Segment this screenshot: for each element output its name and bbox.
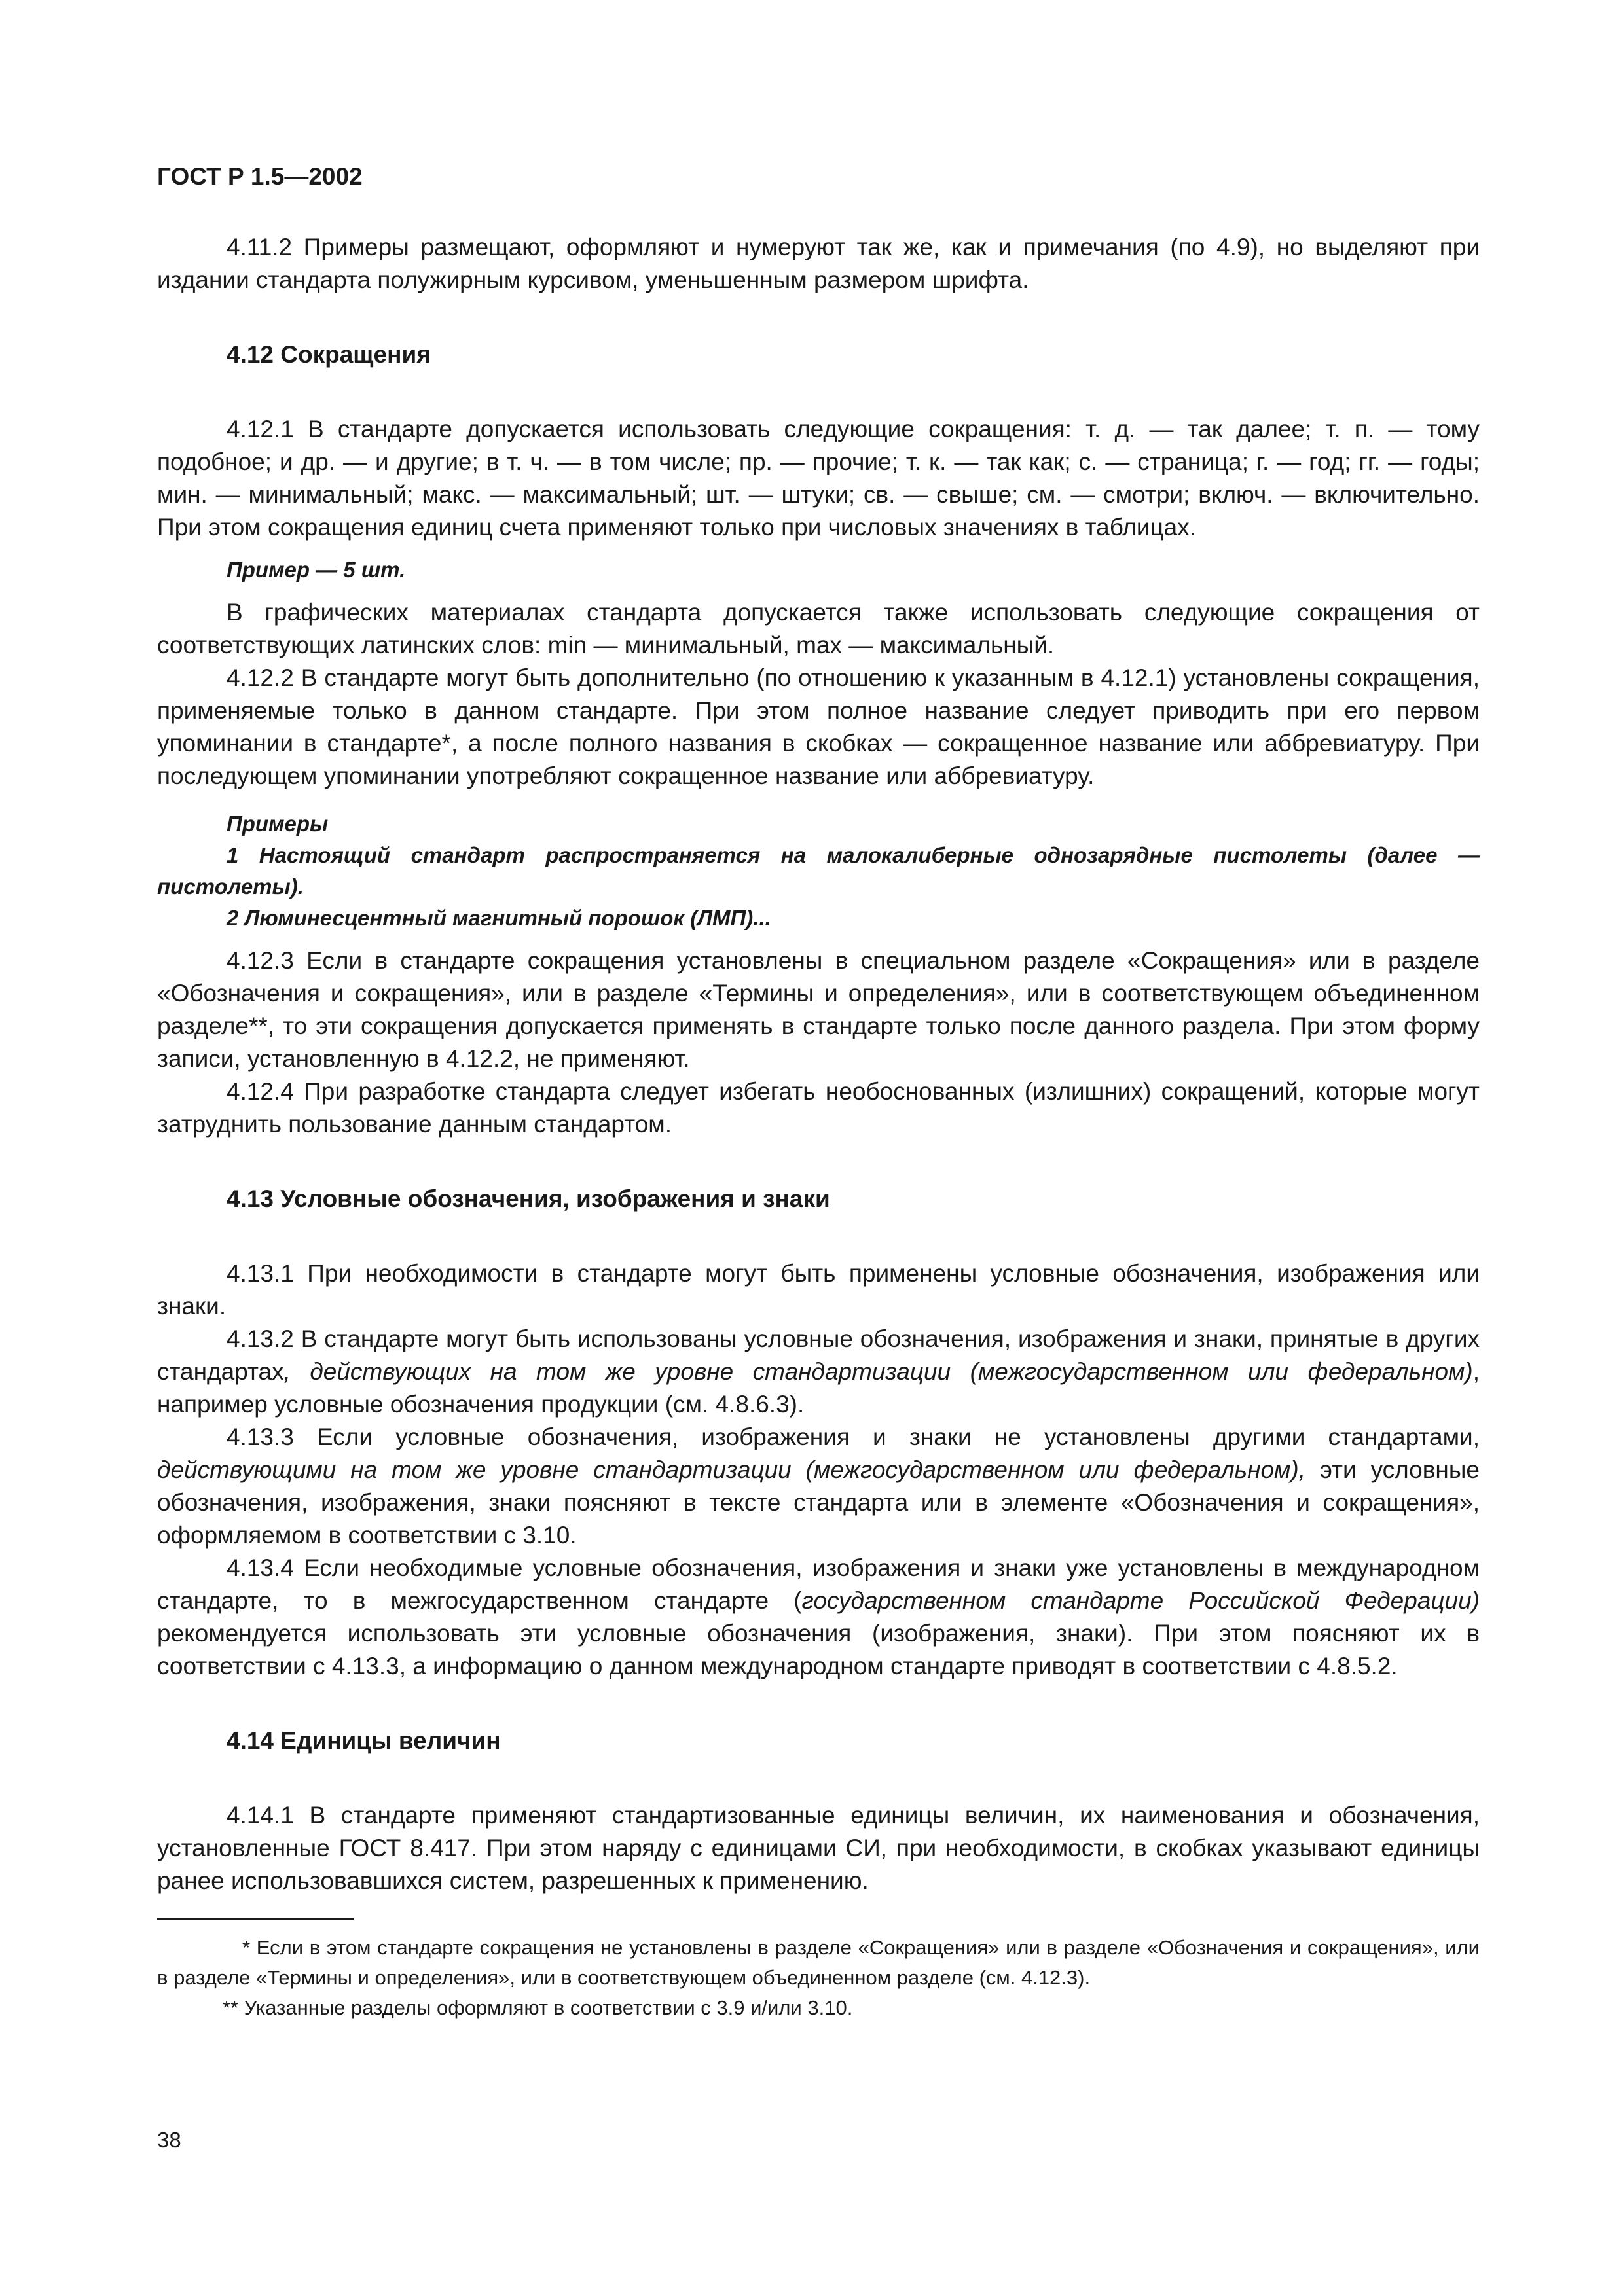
paragraph-4-13-3-italic: действующими на том же уровне стандартизации (межгосударственном или федеральном), xyxy=(157,1456,1306,1483)
paragraph-4-13-2-text-b: , например условные обозначения продукции (см. 4.8.6.3). xyxy=(157,1358,1480,1418)
paragraph-4-13-3-text-b: эти условные обозначения, изображения, знаки поясняют в тексте стандарта или в элементе «Обозначения и сокращения», оформляемом в соответствии с 3.10. xyxy=(157,1456,1480,1549)
section-heading-4-13: 4.13 Условные обозначения, изображения и знаки xyxy=(227,1185,830,1212)
paragraph-4-13-2-text-a: 4.13.2 В стандарте могут быть использованы условные обозначения, изображения и знаки, принятые в других стандартах xyxy=(157,1325,1480,1385)
example-2: 2 Люминесцентный магнитный порошок (ЛМП)... xyxy=(227,906,771,930)
example-5-sht: Пример — 5 шт. xyxy=(227,558,406,582)
paragraph-4-12-1: 4.12.1 В стандарте допускается использовать следующие сокращения: т. д. — так далее; т. п. — тому подобное; и др. — и другие; в т. ч. — в том числе; пр. — прочие; т. к. — так как; с. — страница; г. — год; гг. — годы; мин. — минимальный; макс. — максимальный; шт. — штуки; св. — свыше; см. — смотри; включ. — включительно. При этом сокращения единиц счета применяют только при числовых значениях в таблицах. xyxy=(157,416,1480,541)
section-heading-4-14: 4.14 Единицы величин xyxy=(227,1727,501,1754)
paragraph-4-13-2-italic: , действующих на том же уровне стандартизации (межгосударственном или федеральном) xyxy=(283,1358,1473,1385)
paragraph-4-13-3-text-a: 4.13.3 Если условные обозначения, изображения и знаки не установлены другими стандартами, xyxy=(227,1424,1480,1450)
footnote-divider xyxy=(157,1918,354,1920)
paragraph-graphic-abbreviations: В графических материалах стандарта допускается также использовать следующие сокращения от соответствующих латинских слов: min — минимальный, max — максимальный. xyxy=(157,599,1480,658)
paragraph-4-14-1: 4.14.1 В стандарте применяют стандартизованные единицы величин, их наименования и обозначения, установленные ГОСТ 8.417. При этом наряду с единицами СИ, при необходимости, в скобках указывают единицы ранее использовавшихся систем, разрешенных к применению. xyxy=(157,1802,1480,1894)
paragraph-4-13-1: 4.13.1 При необходимости в стандарте могут быть применены условные обозначения, изображения или знаки. xyxy=(157,1260,1480,1319)
page-number: 38 xyxy=(157,2128,181,2152)
paragraph-4-11-2: 4.11.2 Примеры размещают, оформляют и нумеруют так же, как и примечания (по 4.9), но выделяют при издании стандарта полужирным курсивом, уменьшенным размером шрифта. xyxy=(157,234,1480,293)
paragraph-4-13-4-text-a: 4.13.4 Если необходимые условные обозначения, изображения и знаки уже установлены в международном стандарте, то в межгосударственном стандарте ( xyxy=(157,1554,1480,1614)
section-heading-4-12: 4.12 Сокращения xyxy=(227,341,431,368)
paragraph-4-13-4 xyxy=(157,1552,1480,1683)
paragraph-4-13-2 xyxy=(157,1323,1480,1421)
document-code-header: ГОСТ Р 1.5—2002 xyxy=(157,163,363,190)
paragraph-4-13-4-italic: государственном стандарте Российской Федерации) xyxy=(801,1587,1480,1614)
example-1: 1 Настоящий стандарт распространяется на малокалиберные однозарядные пистолеты (далее — пистолеты). xyxy=(157,843,1480,899)
paragraph-4-13-3 xyxy=(157,1421,1480,1552)
footnote-1: * Если в этом стандарте сокращения не установлены в разделе «Сокращения» или в разделе «Обозначения и сокращения», или в разделе «Термины и определения», или в соответствующем объединенном разделе (см. 4.12.3). xyxy=(157,1936,1480,1989)
paragraph-4-12-2: 4.12.2 В стандарте могут быть дополнительно (по отношению к указанным в 4.12.1) установлены сокращения, применяемые только в данном стандарте. При этом полное название следует приводить при его первом упоминании в стандарте*, а после полного названия в скобках — сокращенное название или аббревиатуру. При последующем упоминании употребляют сокращенное название или аббревиатуру. xyxy=(157,664,1480,789)
paragraph-4-12-3: 4.12.3 Если в стандарте сокращения установлены в специальном разделе «Сокращения» или в разделе «Обозначения и сокращения», или в разделе «Термины и определения», или в соответствующем объединенном разделе**, то эти сокращения допускается применять в стандарте только после данного раздела. При этом форму записи, установленную в 4.12.2, не применяют. xyxy=(157,947,1480,1072)
document-page xyxy=(157,160,1480,2023)
paragraph-4-13-4-text-b: рекомендуется использовать эти условные обозначения (изображения, знаки). При этом поясняют их в соответствии с 4.13.3, а информацию о данном международном стандарте приводят в соответствии с 4.8.5.2. xyxy=(157,1620,1480,1679)
paragraph-4-12-4: 4.12.4 При разработке стандарта следует избегать необоснованных (излишних) сокращений, которые могут затруднить пользование данным стандартом. xyxy=(157,1078,1480,1138)
examples-heading: Примеры xyxy=(227,812,329,836)
footnote-2: ** Указанные разделы оформляют в соответствии с 3.9 и/или 3.10. xyxy=(223,1996,853,2019)
